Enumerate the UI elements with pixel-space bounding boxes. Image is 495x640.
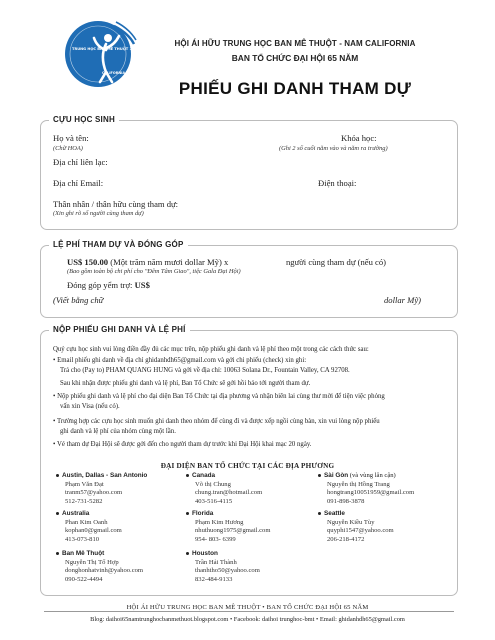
logo-top-text: TRUNG HỌC BAN MÊ THUỘT 1956 [72,47,140,51]
logo-bottom-text: CALIFORNIA 2020 [102,71,136,75]
association-name: HỘI ÁI HỮU TRUNG HỌC BAN MÊ THUỘT - NAM CALIFORNIA [174,39,416,48]
footer-divider [44,611,454,612]
words-note: (Viết bằng chữ [53,295,104,305]
bullet-1-line-2: Trả cho (Pay to) PHAM QUANG HUNG và gởi về địa chỉ: 10063 Solana Dr., Fountain Valley, CA 92708. [60,367,350,374]
phone-label: Điện thoại: [318,178,357,188]
rep-houston: Houston Trần Hải Thành thanhtho50@yahoo.com 832-484-9133 [186,550,260,584]
fee-amount-suffix: người cùng tham dự (nếu có) [286,257,387,267]
name-label: Họ và tên: [53,133,89,143]
fee-amount: US$ 150.00 [67,257,109,267]
guests-note: (Xin ghi rõ số người cùng tham dự) [53,210,144,217]
submit-section-title: NỘP PHIẾU GHI DANH VÀ LỆ PHÍ [49,325,190,334]
name-note: (Chữ HOA) [53,145,83,152]
rep-austin: Austin, Dallas - San Antonio Phạm Văn Đạt tranm57@yahoo.com 512-731-5282 [56,472,147,506]
committee-name: BAN TỔ CHỨC ĐẠI HỘI 65 NĂM [231,53,359,63]
bullet-1: • Email phiếu ghi danh về địa chỉ ghidanhdh65@gmail.com và gởi chi phiếu (check) xin ghi: [53,357,307,364]
rep-canada: Canada Võ thị Chung chung.tran@hotmail.com 403-516-4115 [186,472,262,506]
address-label: Địa chỉ liên lạc: [53,157,108,167]
fee-section-title: LỆ PHÍ THAM DỰ VÀ ĐÓNG GÓP [49,240,188,249]
bullet-1-line-3: Sau khi nhận được phiếu ghi danh và lệ phí, Ban Tổ Chức sẽ gởi hồi báo tới người tham dự. [60,380,311,387]
donation-currency: US$ [134,280,150,290]
guests-label: Thân nhân / thân hữu cùng tham dự: [53,199,179,209]
class-label: Khóa học: [341,133,377,143]
rep-saigon: Sài Gòn (và vùng lân cận) Nguyễn thị Hồng Trang hongtrang10051959@gmail.com 091-898-3878 [318,472,414,506]
representatives-heading: ĐẠI DIỆN BAN TỔ CHỨC TẠI CÁC ĐỊA PHƯƠNG [160,462,335,470]
bullet-3: • Trường hợp các cựu học sinh muốn ghi danh theo nhóm để cùng đi và được xếp ngồi cùng bàn, xin vui lòng nộp phiếu [53,418,380,425]
fee-note: (Bao gồm toàn bộ chi phí cho "Đêm Tâm Giao", tiệc Gala Đại Hội) [67,268,241,275]
submit-intro: Quý cựu học sinh vui lòng điền đầy đủ các mục trên, nộp phiếu ghi danh và lệ phí theo một trong các cách thức sau: [53,346,369,353]
fee-amount-words: (Một trăm năm mươi dollar Mỹ) x [110,257,229,267]
rep-ban-me-thuot: Ban Mê Thuột Nguyễn Thị Tố Hợp donghonhatvinh@yahoo.com 090-522-4494 [56,550,143,584]
fee-amount-line [67,257,228,267]
email-label: Địa chỉ Email: [53,178,104,188]
class-note: (Ghi 2 số cuối năm vào và năm ra trường) [279,145,388,152]
bullet-2: • Nộp phiếu ghi danh và lệ phí cho đại diện Ban Tổ Chức tại địa phương và nhận biên lai cùng thư mời để tiện việc phỏng [53,393,385,400]
donation-label: Đóng góp yểm trợ: [67,280,133,290]
rep-seattle: Seattle Nguyễn Kiều Tùy quyphi1547@yahoo.com 206-218-4172 [318,510,394,544]
footer-org: HỘI ÁI HỮU TRUNG HỌC BAN MÊ THUỘT • BAN TỔ CHỨC ĐẠI HỘI 65 NĂM [0,604,495,611]
rep-australia: Australia Phan Kim Oanh kophan0@gmail.com 413-073-810 [56,510,122,544]
words-note-end: dollar Mỹ) [384,295,421,305]
form-title: PHIẾU GHI DANH THAM DỰ [178,79,412,98]
bullet-4: • Vé tham dự Đại Hội sẽ được gởi đến cho người tham dự trước khi Đại Hội khai mạc 20 ngày. [53,441,312,448]
footer-contacts: Blog: daihoi65namtrunghocbanmethuot.blogspot.com • Facebook: daihoi trunghoc-bmt • Email: ghidanhdh65@gmail.com [90,616,405,623]
rep-florida: Florida Phạm Kim Hương nhuthuong1975@gmail.com 954- 803- 6399 [186,510,270,544]
bullet-3-line-2: ghi danh và lệ phí của nhóm cùng một lần. [60,428,176,435]
alumni-section-title: CỰU HỌC SINH [49,115,119,124]
donation-line [67,280,150,290]
bullet-2-line-2: vấn xin Visa (nếu có). [60,403,120,410]
